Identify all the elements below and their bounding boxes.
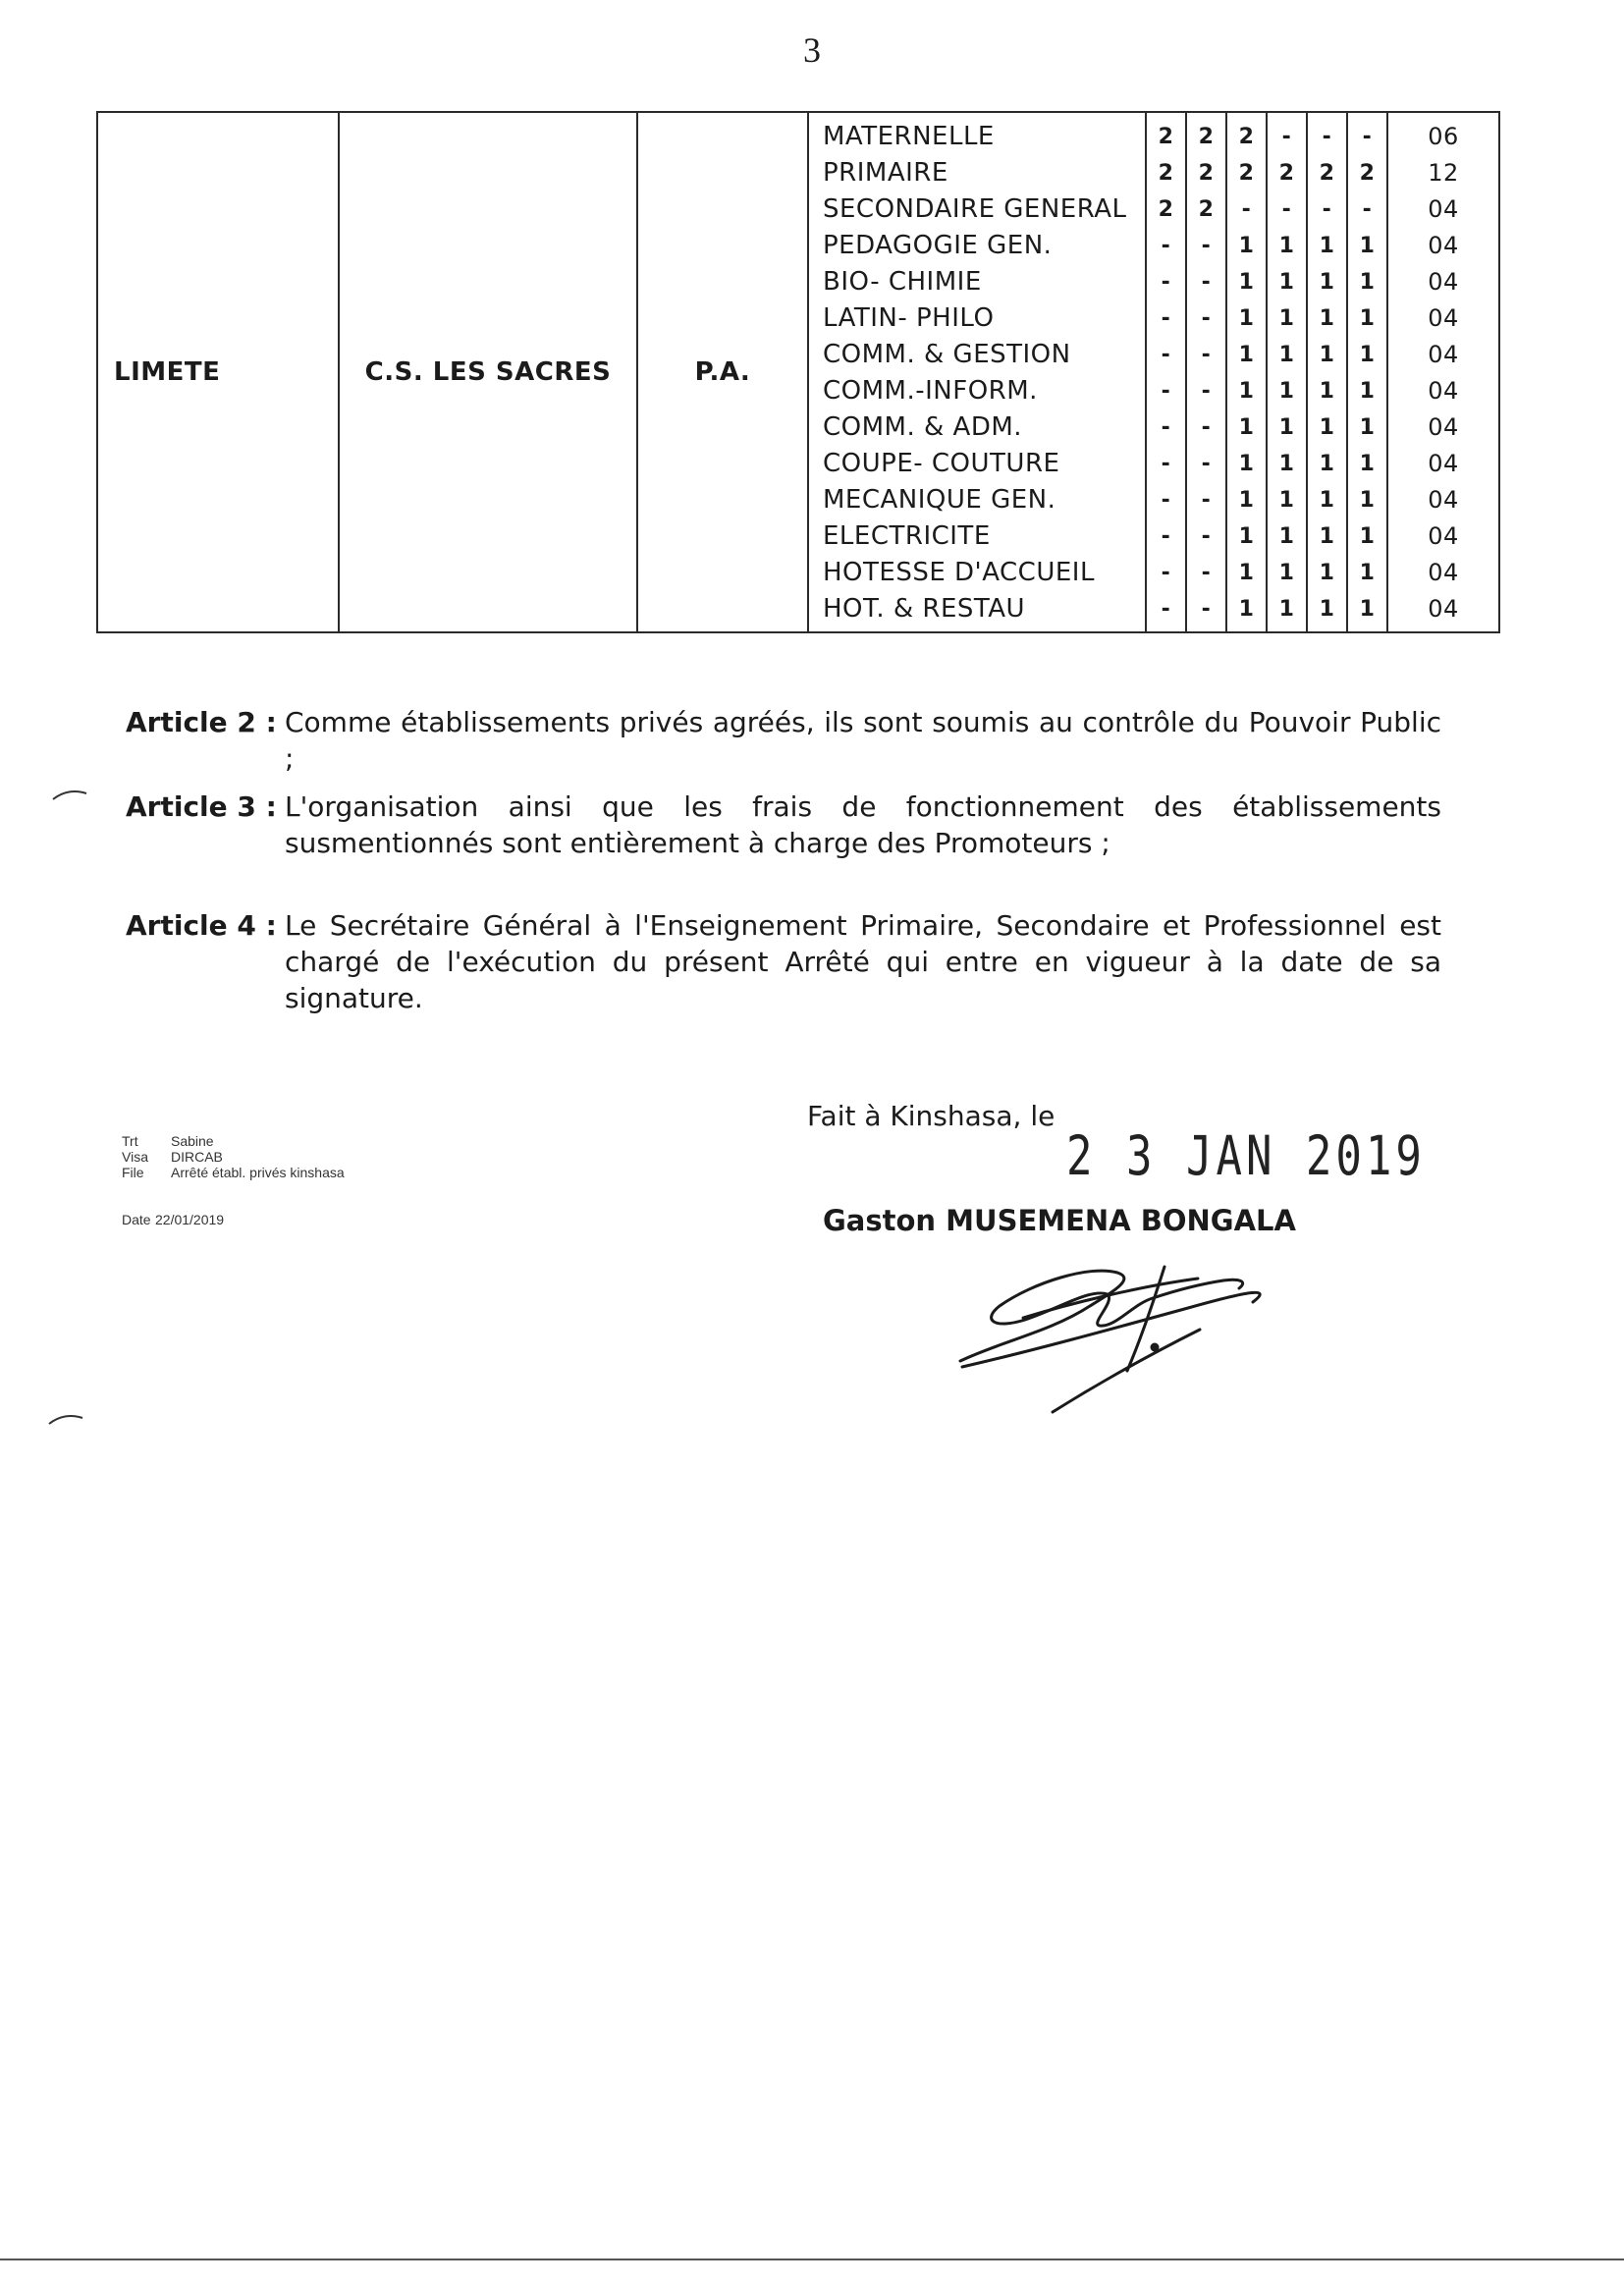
option-label: SECONDAIRE GENERAL [823, 194, 1127, 224]
class-count-col-2 [1186, 112, 1226, 632]
class-count: 1 [1278, 452, 1295, 476]
option-label: COMM. & ADM. [823, 412, 1023, 442]
option-label: ELECTRICITE [823, 521, 991, 551]
article-text: L'organisation ainsi que les frais de fonctionnement des établissements susmentionnés sont entièrement à charge des Promoteurs ; [285, 790, 1441, 859]
option-label: BIO- CHIMIE [823, 267, 982, 297]
class-count: 1 [1278, 270, 1295, 295]
option-label: COUPE- COUTURE [823, 449, 1060, 478]
schools-table [96, 111, 1500, 633]
class-count: 1 [1319, 306, 1335, 331]
option-label: MECANIQUE GEN. [823, 485, 1056, 515]
row-total: 04 [1428, 195, 1459, 223]
class-count: 1 [1278, 415, 1295, 440]
class-count: 1 [1359, 415, 1376, 440]
margin-mark [47, 1410, 86, 1430]
class-count: 2 [1359, 161, 1376, 186]
class-count: 2 [1198, 161, 1215, 186]
class-count: 1 [1319, 488, 1335, 513]
class-count: 1 [1319, 524, 1335, 549]
option-label: MATERNELLE [823, 122, 995, 151]
option-label: HOTESSE D'ACCUEIL [823, 558, 1095, 587]
class-count: 1 [1359, 270, 1376, 295]
class-count: 2 [1319, 161, 1335, 186]
class-count: - [1201, 452, 1212, 476]
margin-mark [51, 786, 90, 805]
article-3 [126, 789, 1441, 861]
total-cell [1387, 112, 1499, 632]
article-text: Comme établissements privés agréés, ils sont soumis au contrôle du Pouvoir Public ; [285, 706, 1441, 775]
draft-date: Date 22/01/2019 [122, 1212, 225, 1227]
page-bottom-edge [0, 2259, 1624, 2260]
class-count: - [1161, 415, 1171, 440]
article-label: Article 4 : [126, 909, 277, 942]
place-date-line: Fait à Kinshasa, le [807, 1100, 1056, 1132]
meta-row: File Arrêté établ. privés kinshasa [122, 1165, 345, 1180]
class-count: - [1241, 197, 1252, 222]
class-count: 1 [1319, 415, 1335, 440]
row-total: 04 [1428, 304, 1459, 332]
class-count: 1 [1238, 270, 1255, 295]
option-label: PEDAGOGIE GEN. [823, 231, 1053, 260]
option-label: PRIMAIRE [823, 158, 948, 188]
class-count: 1 [1359, 306, 1376, 331]
class-count: 1 [1238, 306, 1255, 331]
article-label: Article 3 : [126, 790, 277, 823]
class-count: - [1161, 452, 1171, 476]
option-label: COMM. & GESTION [823, 340, 1071, 369]
row-total: 12 [1428, 159, 1459, 187]
class-count: 1 [1359, 524, 1376, 549]
class-count: 1 [1278, 597, 1295, 622]
option-label: LATIN- PHILO [823, 303, 995, 333]
class-count: 1 [1359, 561, 1376, 585]
class-count: 1 [1278, 306, 1295, 331]
date-stamp: 2 3 JAN 2019 [1066, 1125, 1426, 1188]
option-label: HOT. & RESTAU [823, 594, 1026, 624]
article-4 [126, 907, 1441, 1016]
class-count: 1 [1319, 452, 1335, 476]
class-count: - [1201, 306, 1212, 331]
class-count-col-3 [1226, 112, 1267, 632]
class-count-col-4 [1267, 112, 1307, 632]
class-count: 2 [1158, 161, 1174, 186]
row-total: 04 [1428, 522, 1459, 550]
options-cell [808, 112, 1146, 632]
class-count: 1 [1319, 561, 1335, 585]
article-label: Article 2 : [126, 706, 277, 738]
class-count: - [1161, 234, 1171, 258]
row-total: 04 [1428, 413, 1459, 441]
class-count: - [1362, 125, 1373, 149]
class-count: 2 [1158, 197, 1174, 222]
class-count: 1 [1319, 343, 1335, 367]
class-count: - [1201, 561, 1212, 585]
class-count: - [1281, 125, 1292, 149]
class-count: 1 [1278, 343, 1295, 367]
article-text: Le Secrétaire Général à l'Enseignement Primaire, Secondaire et Professionnel est chargé de l'exécution du présent Arrêté qui entre en vigueur à la date de sa signature. [285, 909, 1441, 1014]
class-count: 2 [1158, 125, 1174, 149]
row-total: 06 [1428, 123, 1459, 150]
class-count: 1 [1238, 561, 1255, 585]
row-total: 04 [1428, 486, 1459, 514]
class-count: - [1161, 306, 1171, 331]
class-count: 1 [1238, 343, 1255, 367]
class-count: - [1281, 197, 1292, 222]
class-count-col-5 [1307, 112, 1347, 632]
class-count: 1 [1319, 379, 1335, 404]
class-count: 1 [1278, 488, 1295, 513]
row-total: 04 [1428, 450, 1459, 477]
page-number: 3 [803, 30, 821, 70]
class-count: 1 [1278, 379, 1295, 404]
class-count: 1 [1278, 234, 1295, 258]
class-count: 1 [1319, 234, 1335, 258]
class-count: - [1322, 125, 1332, 149]
row-total: 04 [1428, 268, 1459, 296]
table-row [97, 112, 1499, 632]
class-count: 1 [1238, 524, 1255, 549]
class-count: 2 [1198, 197, 1215, 222]
class-count: - [1161, 343, 1171, 367]
row-total: 04 [1428, 377, 1459, 405]
class-count: 1 [1319, 270, 1335, 295]
class-count: 1 [1278, 524, 1295, 549]
class-count: 1 [1238, 234, 1255, 258]
class-count-col-1 [1146, 112, 1186, 632]
class-count: - [1201, 415, 1212, 440]
row-total: 04 [1428, 595, 1459, 623]
meta-row: Trt Sabine [122, 1133, 214, 1149]
class-count: - [1362, 197, 1373, 222]
class-count: - [1201, 597, 1212, 622]
class-count: - [1161, 379, 1171, 404]
class-count: - [1161, 270, 1171, 295]
class-count: 1 [1359, 452, 1376, 476]
class-count: 1 [1238, 379, 1255, 404]
class-count: - [1201, 343, 1212, 367]
row-total: 04 [1428, 559, 1459, 586]
class-count: 2 [1278, 161, 1295, 186]
commune-cell: LIMETE [97, 112, 339, 632]
meta-row: Visa DIRCAB [122, 1149, 223, 1165]
class-count: 1 [1238, 488, 1255, 513]
school-cell: C.S. LES SACRES [339, 112, 637, 632]
reference-block [122, 1133, 345, 1180]
signatory-name: Gaston MUSEMENA BONGALA [823, 1204, 1296, 1237]
class-count: - [1201, 270, 1212, 295]
handwritten-signature [943, 1245, 1296, 1432]
class-count: 1 [1359, 488, 1376, 513]
class-count: 2 [1198, 125, 1215, 149]
class-count: - [1161, 524, 1171, 549]
class-count: 1 [1359, 379, 1376, 404]
class-count: 1 [1278, 561, 1295, 585]
row-total: 04 [1428, 232, 1459, 259]
class-count: - [1161, 597, 1171, 622]
class-count: 1 [1359, 234, 1376, 258]
class-count: 2 [1238, 125, 1255, 149]
regime-cell: P.A. [637, 112, 808, 632]
option-label: COMM.-INFORM. [823, 376, 1038, 406]
class-count-col-6 [1347, 112, 1387, 632]
class-count: 2 [1238, 161, 1255, 186]
article-2 [126, 704, 1441, 777]
class-count: - [1201, 234, 1212, 258]
class-count: 1 [1319, 597, 1335, 622]
class-count: 1 [1238, 415, 1255, 440]
class-count: - [1322, 197, 1332, 222]
class-count: - [1201, 524, 1212, 549]
class-count: - [1161, 488, 1171, 513]
row-total: 04 [1428, 341, 1459, 368]
class-count: 1 [1359, 343, 1376, 367]
class-count: - [1161, 561, 1171, 585]
class-count: 1 [1238, 452, 1255, 476]
class-count: 1 [1359, 597, 1376, 622]
class-count: - [1201, 488, 1212, 513]
class-count: 1 [1238, 597, 1255, 622]
class-count: - [1201, 379, 1212, 404]
